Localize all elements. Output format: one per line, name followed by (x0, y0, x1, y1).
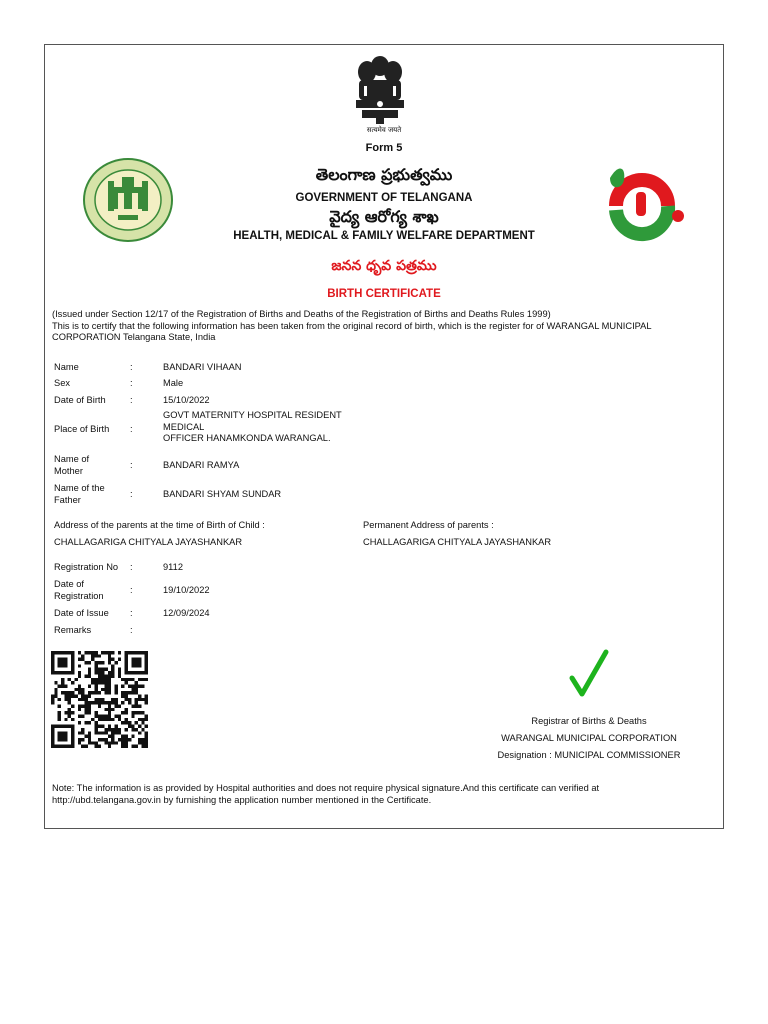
document-title-telugu: జనన ధృవ పత్రము (331, 258, 437, 274)
colon: : (130, 424, 133, 434)
father-label-line: Name of the (54, 483, 105, 493)
pob-label: Place of Birth (54, 424, 110, 434)
colon: : (130, 608, 133, 618)
birth-address-heading: Address of the parents at the time of Birth of Child : (54, 520, 265, 530)
registration-no-label: Registration No (54, 562, 119, 572)
department-name-telugu: వైద్య ఆరోగ్య శాఖ (329, 207, 439, 226)
colon: : (130, 362, 133, 372)
footer-note: Note: The information is as provided by Hospital authorities and does not require physical signature.And this certificate can verified at http://ubd.telangana.gov.in by furnishing the application number mentioned in the Certificate. (52, 783, 600, 805)
registration-date-value: 19/10/2022 (163, 585, 210, 595)
mother-label-line: Name of (54, 454, 90, 464)
mother-value: BANDARI RAMYA (163, 460, 240, 470)
registrar-title: Registrar of Births & Deaths (531, 716, 647, 726)
pob-value-line: OFFICER HANAMKONDA WARANGAL. (163, 433, 331, 444)
registrar-office: WARANGAL MUNICIPAL CORPORATION (501, 733, 677, 743)
father-label (54, 483, 126, 506)
intro-line-1: (Issued under Section 12/17 of the Registration of Births and Deaths of the Registration of Births and Deaths Rules 1999) (52, 309, 551, 319)
permanent-address-value: CHALLAGARIGA CHITYALA JAYASHANKAR (363, 537, 552, 547)
colon: : (130, 378, 133, 388)
mother-label (54, 454, 126, 477)
issue-date-value: 12/09/2024 (163, 608, 210, 618)
dob-value: 15/10/2022 (163, 395, 210, 405)
colon: : (130, 562, 133, 572)
department-name-english: HEALTH, MEDICAL & FAMILY WELFARE DEPARTMENT (233, 230, 535, 242)
father-label-line: Father (54, 494, 81, 505)
colon: : (130, 395, 133, 405)
pob-value (163, 410, 363, 445)
colon: : (130, 460, 133, 470)
colon: : (130, 585, 133, 595)
registration-date-label (54, 579, 126, 602)
intro-text (52, 309, 712, 344)
intro-line-2: This is to certify that the following information has been taken from the original record of birth, which is the register for of WARANGAL MUNICIPAL CORPORATION Telangana State, India (52, 320, 652, 343)
registration-date-label-line: Registration (54, 590, 104, 601)
form-number: Form 5 (365, 142, 403, 154)
name-label: Name (54, 362, 79, 372)
colon: : (130, 625, 133, 635)
registration-date-label-line: Date of (54, 579, 84, 589)
emblem-motto: सत्यमेव जयते (366, 126, 402, 134)
document-title: BIRTH CERTIFICATE (327, 288, 441, 300)
sex-value: Male (163, 378, 184, 388)
name-value: BANDARI VIHAAN (163, 362, 242, 372)
permanent-address-heading: Permanent Address of parents : (363, 520, 494, 530)
pob-value-line: GOVT MATERNITY HOSPITAL RESIDENT (163, 410, 342, 420)
issue-date-label: Date of Issue (54, 608, 109, 618)
state-name-telugu: తెలంగాణ ప్రభుత్వము (315, 165, 453, 184)
qr-code-icon (51, 651, 148, 748)
check-mark-icon (568, 648, 610, 700)
pob-value-line: MEDICAL (163, 421, 205, 432)
father-value: BANDARI SHYAM SUNDAR (163, 489, 282, 499)
remarks-label: Remarks (54, 625, 92, 635)
mother-label-line: Mother (54, 465, 83, 476)
registrar-designation: Designation : MUNICIPAL COMMISSIONER (497, 750, 681, 760)
sex-label: Sex (54, 378, 71, 388)
registration-no-value: 9112 (163, 562, 183, 572)
colon: : (130, 489, 133, 499)
birth-address-value: CHALLAGARIGA CHITYALA JAYASHANKAR (54, 537, 243, 547)
dob-label: Date of Birth (54, 395, 106, 405)
state-name-english: GOVERNMENT OF TELANGANA (295, 192, 473, 204)
